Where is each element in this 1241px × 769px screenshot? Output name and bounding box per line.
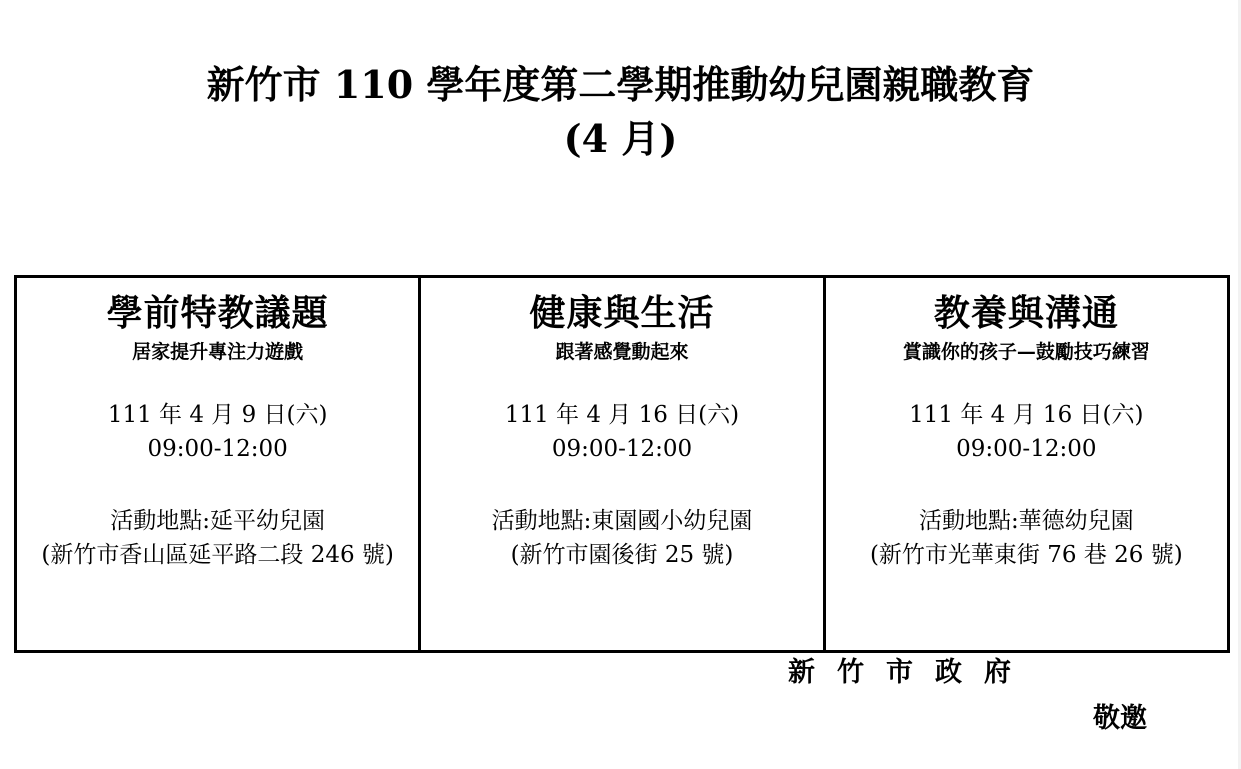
session-card-health-life	[421, 278, 825, 650]
page-title: 新竹市 110 學年度第二學期推動幼兒園親職教育	[206, 62, 1035, 107]
session-card-special-education	[17, 278, 421, 650]
session-topic: 健康與生活	[529, 293, 715, 334]
session-table	[14, 275, 1230, 653]
session-date: 111 年 4 月 9 日(六)	[107, 402, 328, 428]
footer-regards: 敬邀	[1093, 703, 1147, 734]
session-subtitle: 賞識你的孩子—鼓勵技巧練習	[902, 341, 1150, 363]
session-topic: 教養與溝通	[933, 293, 1119, 334]
session-time: 09:00-12:00	[956, 436, 1097, 462]
session-topic: 學前特教議題	[106, 293, 329, 334]
session-venue: 活動地點:華德幼兒園	[918, 508, 1134, 534]
session-date: 111 年 4 月 16 日(六)	[909, 402, 1144, 428]
session-address: (新竹市香山區延平路二段 246 號)	[41, 542, 394, 568]
session-time: 09:00-12:00	[147, 436, 288, 462]
session-address: (新竹市園後街 25 號)	[510, 542, 734, 568]
session-date: 111 年 4 月 16 日(六)	[504, 402, 740, 428]
session-time: 09:00-12:00	[551, 436, 693, 462]
page-subtitle-month: (4 月)	[563, 116, 678, 161]
session-subtitle: 居家提升專注力遊戲	[132, 341, 304, 363]
session-venue: 活動地點:延平幼兒園	[110, 508, 326, 534]
session-card-parenting-communication	[826, 278, 1227, 650]
session-subtitle: 跟著感覺動起來	[555, 341, 689, 363]
session-address: (新竹市光華東街 76 巷 26 號)	[869, 542, 1183, 568]
footer-organization: 新竹市政府	[788, 657, 1033, 688]
session-venue: 活動地點:東園國小幼兒園	[491, 508, 753, 534]
